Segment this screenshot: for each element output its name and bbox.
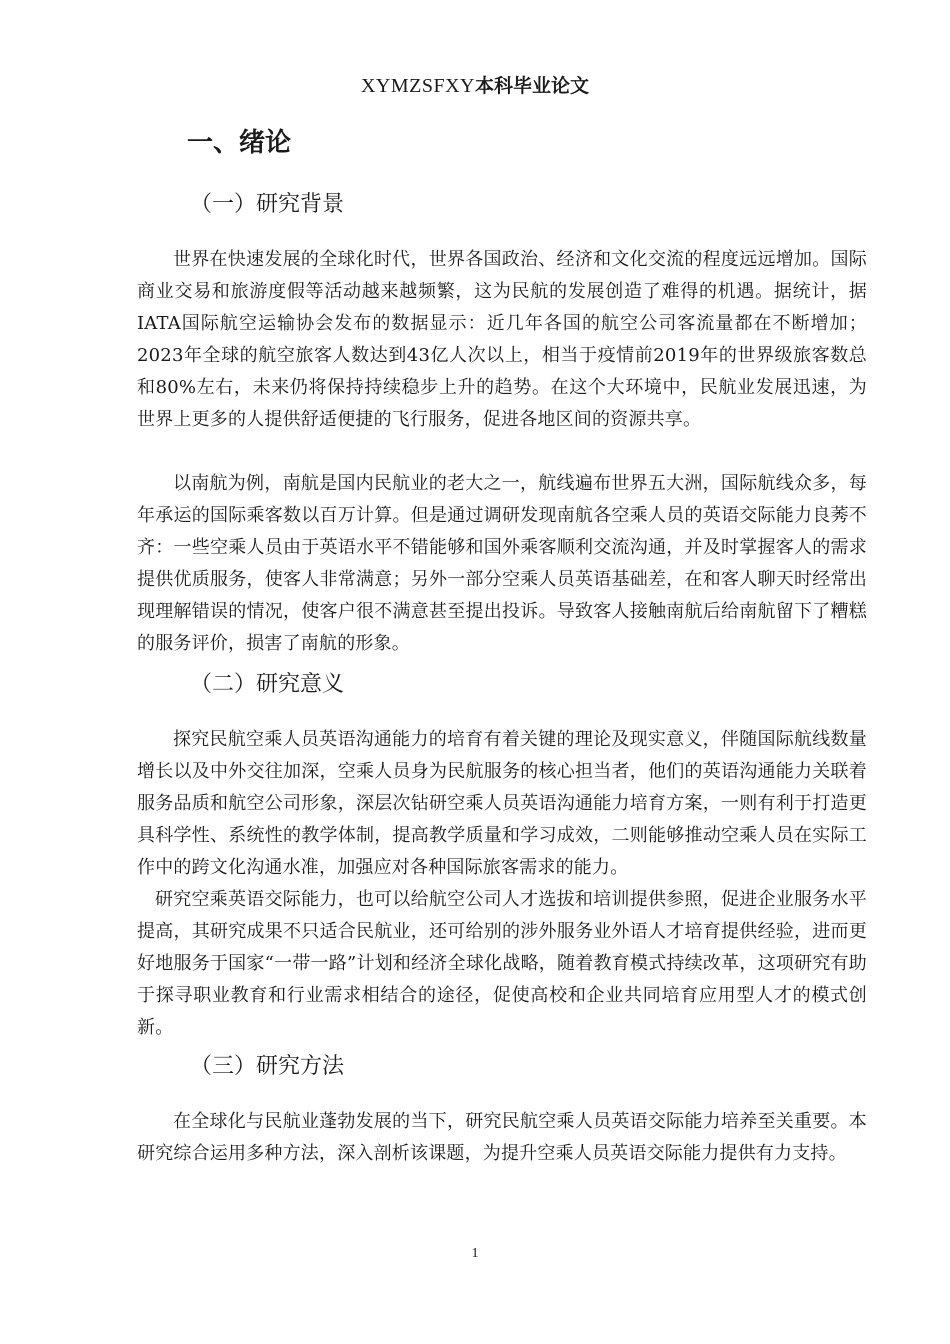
header-school-code: XYMZSFXY [360, 75, 475, 97]
paragraph-significance-2: 研究空乘英语交际能力，也可以给航空公司人才选拔和培训提供参照，促进企业服务水平提高，其研究成果不只适合民航业，还可给别的涉外服务业外语人才培育提供经验，进而更好地服务于国家“一带一路”计划和经济全球化战略，随着教育模式持续改革，这项研究有助于探寻职业教育和行业需求相结合的途径，促使高校和企业共同培育应用型人才的模式创新。 [137, 889, 867, 1038]
header-thesis-label: 本科毕业论文 [475, 75, 590, 97]
page-number: 1 [471, 1246, 479, 1261]
running-header [0, 72, 950, 99]
paragraph-background-2: 以南航为例，南航是国内民航业的老大之一，航线遍布世界五大洲，国际航线众多，每年承运的国际乘客数以百万计算。但是通过调研发现南航各空乘人员的英语交际能力良莠不齐：一些空乘人员由于英语水平不错能够和国外乘客顺利交流沟通，并及时掌握客人的需求提供优质服务，使客人非常满意；另外一部分空乘人员英语基础差，在和客人聊天时经常出现理解错误的情况，使客户很不满意甚至提出投诉。导致客人接触南航后给南航留下了糟糕的服务评价，损害了南航的形象。 [137, 473, 867, 654]
section-title-background: （一）研究背景 [190, 192, 345, 217]
section-title-methods: （三）研究方法 [190, 1054, 345, 1079]
chapter-title: 一、绪论 [187, 128, 292, 158]
paragraph-significance-1: 探究民航空乘人员英语沟通能力的培育有着关键的理论及现实意义，伴随国际航线数量增长以及中外交往加深，空乘人员身为民航服务的核心担当者，他们的英语沟通能力关联着服务品质和航空公司形象，深层次钻研空乘人员英语沟通能力培育方案，一则有利于打造更具科学性、系统性的教学体制，提高教学质量和学习成效，二则能够推动空乘人员在实际工作中的跨文化沟通水准，加强应对各种国际旅客需求的能力。 [137, 729, 867, 878]
section-title-significance: （二）研究意义 [190, 672, 345, 697]
paragraph-methods-1: 在全球化与民航业蓬勃发展的当下，研究民航空乘人员英语交际能力培养至关重要。本研究综合运用多种方法，深入剖析该课题，为提升空乘人员英语交际能力提供有力支持。 [137, 1111, 867, 1164]
paragraph-background-1: 世界在快速发展的全球化时代，世界各国政治、经济和文化交流的程度远远增加。国际商业交易和旅游度假等活动越来越频繁，这为民航的发展创造了难得的机遇。据统计，据IATA国际航空运输协会发布的数据显示：近几年各国的航空公司客流量都在不断增加；2023年全球的航空旅客人数达到43亿人次以上，相当于疫情前2019年的世界级旅客数总和80%左右，未来仍将保持持续稳步上升的趋势。在这个大环境中，民航业发展迅速，为世界上更多的人提供舒适便捷的飞行服务，促进各地区间的资源共享。 [137, 249, 867, 430]
